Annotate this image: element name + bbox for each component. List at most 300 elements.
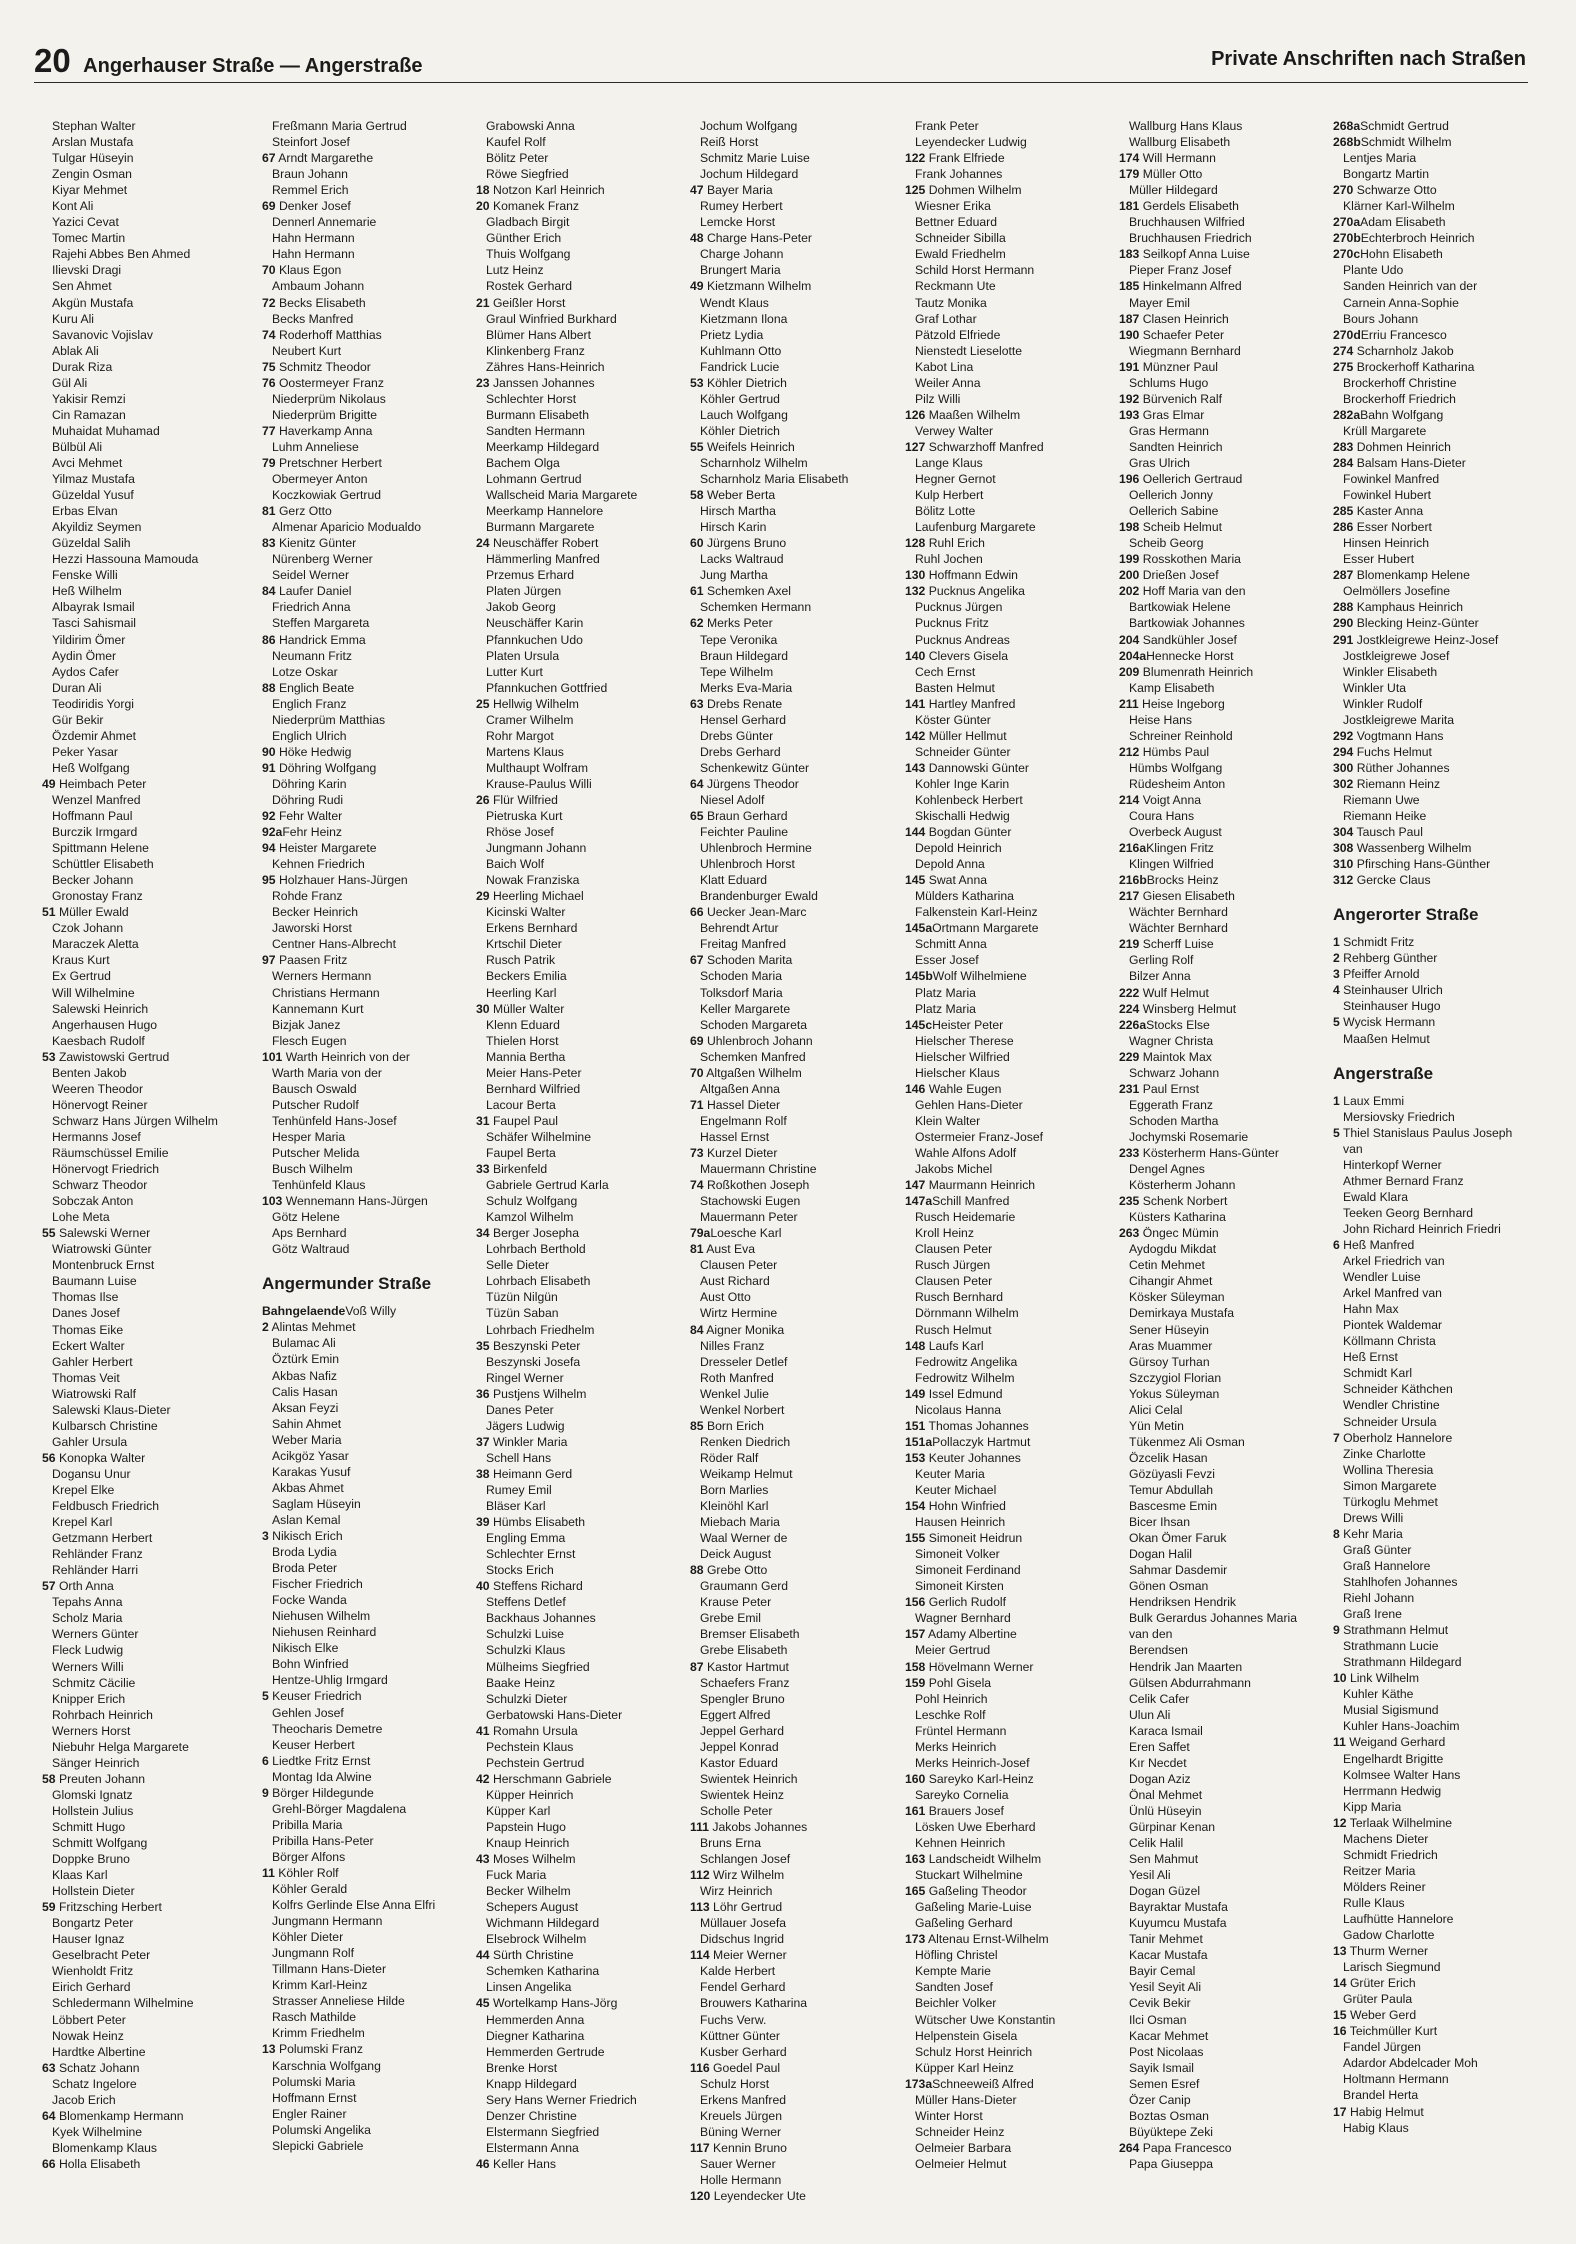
resident-name: Janssen Johannes: [489, 375, 595, 390]
resident-name: Steinhauser Ulrich: [1339, 983, 1443, 998]
resident-entry: Gahler Herbert: [52, 1354, 133, 1369]
resident-entry: Coura Hans: [1129, 809, 1195, 824]
resident-entry: [476, 295, 676, 311]
resident-entry: [690, 952, 890, 968]
resident-entry: Heise Hans: [1129, 712, 1192, 727]
resident-entry: Krepel Karl: [52, 1515, 113, 1530]
resident-entry: Hendrik Jan Maarten: [1129, 1659, 1243, 1674]
resident-entry: Englich Franz: [272, 696, 347, 711]
resident-name: Aigner Monika: [703, 1322, 785, 1337]
resident-entry: [1333, 2104, 1533, 2120]
resident-entry: [262, 680, 462, 696]
resident-name: Oellerich Gertraud: [1139, 472, 1243, 487]
resident-entry: Behrendt Artur: [700, 921, 779, 936]
resident-name: Hoff Maria van den: [1139, 584, 1246, 599]
resident-entry: Esser Hubert: [1343, 552, 1415, 567]
resident-entry: Falkenstein Karl-Heinz: [915, 905, 1038, 920]
resident-name: Englich Beate: [275, 680, 355, 695]
resident-entry: Türkoglu Mehmet: [1343, 1494, 1438, 1509]
resident-name: Börger Hildegunde: [268, 1785, 374, 1800]
resident-entry: Kaufel Rolf: [486, 135, 546, 150]
resident-entry: Habig Klaus: [1343, 2120, 1409, 2135]
resident-entry: Niesel Adolf: [700, 792, 765, 807]
resident-entry: Zengin Osman: [52, 167, 132, 182]
resident-entry: Mayer Emil: [1129, 295, 1190, 310]
house-number: 214: [1119, 792, 1140, 807]
resident-name: Winkler Maria: [489, 1434, 568, 1449]
resident-name: Gras Elmar: [1139, 407, 1205, 422]
resident-name: Erriu Francesco: [1360, 327, 1447, 342]
resident-entry: Doppke Bruno: [52, 1852, 130, 1867]
resident-entry: Pohl Heinrich: [915, 1691, 988, 1706]
resident-entry: Baich Wolf: [486, 857, 545, 872]
resident-entry: Schmidt Karl: [1343, 1366, 1413, 1381]
resident-entry: Cevik Bekir: [1129, 1996, 1191, 2011]
resident-entry: Lohrbach Berthold: [486, 1242, 586, 1257]
resident-name: Becks Elisabeth: [275, 295, 366, 310]
resident-name: Köhler Dietrich: [703, 375, 787, 390]
house-number: 85: [690, 1418, 704, 1433]
resident-entry: Okan Ömer Faruk: [1129, 1531, 1227, 1546]
resident-entry: Deick August: [700, 1547, 772, 1562]
resident-entry: Broda Lydia: [272, 1545, 337, 1560]
resident-entry: [262, 952, 462, 968]
resident-entry: Dresseler Detlef: [700, 1354, 788, 1369]
house-number: 91: [262, 760, 276, 775]
house-number: Bahngelaende: [262, 1304, 346, 1319]
resident-entry: Güzeldal Salih: [52, 536, 131, 551]
resident-entry: Schmitz Marie Luise: [700, 151, 810, 166]
resident-entry: Mannia Bertha: [486, 1049, 566, 1064]
resident-entry: [905, 567, 1105, 583]
resident-entry: Przemus Erhard: [486, 568, 575, 583]
resident-entry: [476, 1225, 676, 1241]
resident-entry: Kusber Gerhard: [700, 2044, 787, 2059]
resident-entry: Brandenburger Ewald: [700, 889, 818, 904]
house-number: 95: [262, 873, 276, 888]
resident-entry: [1333, 966, 1533, 982]
resident-entry: [905, 1803, 1105, 1819]
resident-entry: Holtmann Hermann: [1343, 2072, 1449, 2087]
resident-name: Maaßen Wilhelm: [925, 407, 1021, 422]
resident-entry: Neumann Fritz: [272, 648, 352, 663]
resident-name: Klaus Egon: [275, 263, 342, 278]
house-number: 157: [905, 1627, 926, 1642]
resident-entry: Jeppel Konrad: [700, 1739, 779, 1754]
resident-entry: Wenkel Norbert: [700, 1402, 785, 1417]
resident-entry: [905, 920, 1105, 936]
resident-entry: Gahler Ursula: [52, 1434, 128, 1449]
resident-entry: Bartkowiak Johannes: [1129, 616, 1245, 631]
resident-entry: Klaas Karl: [52, 1868, 108, 1883]
resident-entry: Heerling Karl: [486, 985, 557, 1000]
resident-entry: Riehl Johann: [1343, 1591, 1415, 1606]
resident-entry: Lösken Uwe Eberhard: [915, 1819, 1036, 1834]
resident-entry: Obermeyer Anton: [272, 472, 368, 487]
house-number: 190: [1119, 327, 1140, 342]
house-number: 92a: [262, 825, 283, 840]
resident-entry: Martens Klaus: [486, 744, 564, 759]
resident-name: Wassenberg Wilhelm: [1353, 841, 1472, 856]
resident-entry: Tepe Veronika: [700, 632, 778, 647]
resident-entry: Heß Ernst: [1343, 1350, 1398, 1365]
resident-entry: Dennerl Annemarie: [272, 215, 377, 230]
resident-entry: Polumski Maria: [272, 2074, 356, 2089]
resident-entry: [690, 230, 890, 246]
resident-entry: Wiatrowski Günter: [52, 1242, 152, 1257]
resident-entry: [476, 1161, 676, 1177]
resident-name: Heister Peter: [932, 1017, 1004, 1032]
resident-entry: Schüttler Elisabeth: [52, 857, 154, 872]
house-number: 274: [1333, 343, 1354, 358]
resident-entry: [1333, 519, 1533, 535]
resident-entry: Arkel Friedrich van: [1343, 1254, 1445, 1269]
resident-entry: [1333, 343, 1533, 359]
resident-name: Altgaßen Wilhelm: [703, 1065, 802, 1080]
resident-entry: Köhler Gertrud: [700, 391, 780, 406]
resident-entry: Jochymski Rosemarie: [1129, 1129, 1249, 1144]
resident-entry: Gabriele Gertrud Karla: [486, 1178, 609, 1193]
resident-entry: [905, 1434, 1105, 1450]
resident-entry: Tolksdorf Maria: [700, 985, 783, 1000]
resident-entry: Reitzer Maria: [1343, 1863, 1416, 1878]
resident-name: Hellwig Wilhelm: [489, 696, 579, 711]
resident-entry: Kösker Süleyman: [1129, 1290, 1225, 1305]
resident-entry: Cetin Mehmet: [1129, 1258, 1205, 1273]
resident-name: Herschmann Gabriele: [489, 1771, 612, 1786]
house-number: 74: [690, 1178, 704, 1193]
resident-entry: [690, 1562, 890, 1578]
resident-name: Kurzel Dieter: [703, 1146, 778, 1160]
resident-entry: Werners Horst: [52, 1723, 131, 1738]
resident-entry: [905, 1851, 1105, 1867]
resident-entry: [262, 1049, 462, 1065]
resident-entry: Büning Werner: [700, 2124, 782, 2139]
resident-name: Preuten Johann: [55, 1771, 146, 1786]
house-number: 11: [1333, 1735, 1346, 1750]
resident-entry: Tüzün Saban: [486, 1306, 559, 1321]
resident-entry: Bausch Oswald: [272, 1081, 357, 1096]
resident-name: Keuter Johannes: [925, 1450, 1021, 1465]
resident-entry: [905, 1659, 1105, 1675]
resident-entry: [476, 1947, 676, 1963]
house-number: 187: [1119, 311, 1140, 326]
resident-entry: Wallburg Elisabeth: [1129, 135, 1231, 150]
resident-entry: Krimm Karl-Heinz: [272, 1978, 368, 1993]
house-number: 72: [262, 295, 276, 310]
resident-entry: [42, 1049, 242, 1065]
resident-name: Vogtmann Hans: [1353, 728, 1444, 743]
resident-entry: Krause-Paulus Willi: [486, 776, 592, 791]
resident-entry: Knapp Hildegard: [486, 2076, 577, 2091]
resident-entry: Verwey Walter: [915, 423, 994, 438]
resident-entry: Koczkowiak Gertrud: [272, 488, 382, 503]
resident-name: Oberholz Hannelore: [1339, 1430, 1453, 1445]
resident-entry: [905, 2076, 1105, 2092]
resident-entry: [905, 968, 1105, 984]
house-number: 14: [1333, 1976, 1347, 1991]
resident-entry: [262, 1785, 462, 1801]
house-number: 231: [1119, 1081, 1140, 1096]
house-number: 114: [690, 1948, 710, 1963]
house-number: 149: [905, 1386, 926, 1401]
resident-entry: Clausen Peter: [915, 1274, 993, 1289]
resident-entry: [690, 1659, 890, 1675]
resident-entry: Brandel Herta: [1343, 2088, 1419, 2103]
resident-entry: Teeken Georg Bernhard: [1343, 1205, 1474, 1220]
resident-entry: Ilievski Dragi: [52, 263, 122, 278]
resident-name: Köhler Rolf: [274, 1865, 339, 1880]
resident-entry: Bölitz Peter: [486, 151, 549, 166]
resident-entry: Kuhlmann Otto: [700, 343, 782, 358]
resident-entry: Jung Martha: [700, 568, 768, 583]
resident-entry: Lange Klaus: [915, 455, 983, 470]
house-number: 30: [476, 1001, 490, 1016]
resident-entry: Aydos Cafer: [52, 664, 119, 679]
resident-name: Maintok Max: [1139, 1049, 1212, 1064]
resident-entry: Wollina Theresia: [1343, 1462, 1434, 1477]
resident-entry: Wahle Alfons Adolf: [915, 1146, 1017, 1160]
resident-entry: Jungmann Rolf: [272, 1946, 354, 1961]
resident-entry: Blümer Hans Albert: [486, 327, 591, 342]
resident-name: Schmitz Theodor: [275, 359, 371, 374]
resident-entry: Spengler Bruno: [700, 1691, 785, 1706]
house-number: 270d: [1333, 327, 1361, 342]
resident-name: Öngec Mümin: [1139, 1226, 1219, 1241]
house-number: 37: [476, 1434, 490, 1449]
resident-entry: Thomas Ilse: [52, 1290, 119, 1305]
resident-entry: Meerkamp Hildegard: [486, 439, 600, 454]
resident-entry: Niehusen Wilhelm: [272, 1609, 371, 1624]
resident-entry: Merks Heinrich-Josef: [915, 1755, 1030, 1770]
resident-entry: van den: [1129, 1627, 1173, 1642]
resident-entry: [690, 615, 890, 631]
resident-entry: [905, 1626, 1105, 1642]
resident-entry: Flesch Eugen: [272, 1033, 347, 1048]
resident-entry: Saglam Hüseyin: [272, 1496, 361, 1511]
resident-entry: Uhlenbroch Hermine: [700, 841, 812, 856]
resident-entry: Frank Peter: [915, 119, 979, 133]
resident-entry: [1333, 1125, 1533, 1141]
resident-entry: Kabot Lina: [915, 359, 974, 374]
resident-entry: [1333, 872, 1533, 888]
resident-entry: Putscher Rudolf: [272, 1097, 359, 1112]
resident-entry: Sen Ahmet: [52, 279, 112, 294]
resident-entry: [1119, 327, 1319, 343]
resident-entry: Lohrbach Friedhelm: [486, 1322, 595, 1337]
resident-entry: Müller Hans-Dieter: [915, 2092, 1017, 2107]
resident-entry: Kuru Ali: [52, 311, 95, 326]
house-number: 147: [905, 1178, 926, 1193]
resident-entry: Schulz Horst: [700, 2076, 770, 2091]
resident-entry: Akbas Nafiz: [272, 1368, 338, 1383]
resident-entry: Fandel Jürgen: [1343, 2040, 1421, 2055]
resident-entry: Krüll Margarete: [1343, 423, 1427, 438]
resident-entry: Rehländer Harri: [52, 1563, 139, 1578]
resident-entry: Schemken Manfred: [700, 1049, 806, 1064]
resident-name: Heß Manfred: [1339, 1238, 1415, 1252]
resident-entry: Winkler Uta: [1343, 680, 1406, 695]
resident-name: Sandkühler Josef: [1139, 632, 1237, 647]
resident-entry: Schmitz Cäcilie: [52, 1675, 136, 1690]
resident-name: Hennecke Horst: [1146, 648, 1234, 663]
house-number: 282a: [1333, 407, 1361, 422]
house-number: 146: [905, 1081, 926, 1096]
resident-entry: Dogan Güzel: [1129, 1884, 1201, 1899]
resident-entry: [262, 2041, 462, 2057]
resident-entry: Dengel Agnes: [1129, 1162, 1205, 1177]
resident-name: Aust Eva: [703, 1242, 756, 1257]
resident-entry: Oellerich Sabine: [1129, 504, 1219, 519]
resident-entry: Güzeldal Yusuf: [52, 488, 134, 503]
resident-entry: Steffen Margareta: [272, 616, 370, 631]
resident-entry: Brungert Maria: [700, 263, 781, 278]
resident-entry: [42, 1899, 242, 1915]
resident-entry: [1333, 632, 1533, 648]
resident-entry: [476, 375, 676, 391]
resident-name: Adam Elisabeth: [1360, 215, 1446, 230]
resident-entry: Engling Emma: [486, 1531, 566, 1546]
resident-name: Bayer Maria: [703, 183, 773, 198]
house-number: 70: [262, 263, 276, 278]
resident-entry: Schneider Günter: [915, 744, 1011, 759]
resident-entry: Jakob Georg: [486, 600, 556, 615]
resident-entry: Yesil Ali: [1129, 1868, 1171, 1883]
resident-name: Oostermeyer Franz: [275, 375, 384, 390]
resident-entry: Hahn Hermann: [272, 247, 355, 262]
resident-entry: Miebach Maria: [700, 1515, 780, 1530]
resident-entry: [1333, 1975, 1533, 1991]
resident-entry: Alici Celal: [1129, 1402, 1183, 1417]
resident-entry: Focke Wanda: [272, 1593, 347, 1608]
resident-name: Klingen Fritz: [1146, 841, 1214, 856]
resident-entry: [262, 760, 462, 776]
resident-entry: Lentjes Maria: [1343, 151, 1417, 166]
resident-entry: [690, 1225, 890, 1241]
resident-entry: Basten Helmut: [915, 680, 995, 695]
resident-entry: Mülders Katharina: [915, 889, 1014, 904]
resident-entry: Merks Heinrich: [915, 1739, 997, 1754]
resident-entry: [476, 1466, 676, 1482]
house-number: 5: [1333, 1125, 1340, 1140]
resident-name: Voigt Anna: [1139, 792, 1202, 807]
resident-entry: [1333, 615, 1533, 631]
resident-entry: [1333, 1430, 1533, 1446]
resident-entry: Scholz Maria: [52, 1611, 123, 1626]
resident-entry: [1119, 1225, 1319, 1241]
house-number: 53: [42, 1049, 56, 1064]
resident-name: Weigand Gerhard: [1345, 1735, 1446, 1750]
resident-entry: Leschke Rolf: [915, 1707, 986, 1722]
resident-entry: Karschnia Wolfgang: [272, 2058, 381, 2073]
house-number: 31: [476, 1113, 490, 1128]
resident-entry: Fuck Maria: [486, 1868, 547, 1883]
resident-entry: Gehlen Josef: [272, 1705, 344, 1720]
resident-entry: Eckert Walter: [52, 1338, 125, 1353]
resident-name: Thiel Stanislaus Paulus Joseph: [1339, 1125, 1513, 1140]
resident-name: Paasen Fritz: [275, 953, 348, 968]
resident-entry: Uhlenbroch Horst: [700, 857, 795, 872]
resident-entry: Jacob Erich: [52, 2092, 116, 2107]
resident-entry: Kamzol Wilhelm: [486, 1210, 574, 1225]
house-number: 65: [690, 809, 704, 824]
resident-name: Wolf Wilhelmiene: [932, 969, 1027, 984]
house-number: 40: [476, 1579, 490, 1594]
resident-entry: Rasch Mathilde: [272, 2010, 356, 2025]
resident-entry: [476, 696, 676, 712]
resident-entry: Keuter Michael: [915, 1482, 997, 1497]
resident-name: Heerling Michael: [489, 889, 584, 904]
resident-name: Goedel Paul: [709, 2060, 781, 2075]
resident-entry: Tüzün Nilgün: [486, 1290, 558, 1305]
house-number: 141: [905, 696, 926, 711]
house-number: 308: [1333, 841, 1354, 856]
resident-entry: [262, 1688, 462, 1704]
resident-name: Berger Josepha: [489, 1226, 579, 1241]
resident-entry: [905, 728, 1105, 744]
resident-entry: Tenhünfeld Klaus: [272, 1178, 366, 1193]
resident-entry: [690, 182, 890, 198]
resident-entry: Jeppel Gerhard: [700, 1723, 785, 1738]
resident-entry: Bettner Eduard: [915, 215, 997, 230]
resident-entry: Mauermann Peter: [700, 1210, 798, 1225]
resident-entry: Schwarz Johann: [1129, 1065, 1220, 1080]
house-number: 163: [905, 1852, 926, 1867]
resident-name: Birkenfeld: [489, 1162, 548, 1177]
resident-entry: Herrmann Hedwig: [1343, 1783, 1442, 1798]
resident-entry: Schledermann Wilhelmine: [52, 1996, 194, 2011]
resident-entry: Englich Ulrich: [272, 728, 347, 743]
resident-entry: Becks Manfred: [272, 311, 354, 326]
house-number: 101: [262, 1049, 283, 1064]
house-number: 41: [476, 1723, 490, 1738]
resident-entry: Götz Helene: [272, 1210, 340, 1225]
house-number: 79: [262, 455, 276, 470]
resident-entry: Elstermann Siegfried: [486, 2124, 600, 2139]
resident-entry: Angerhausen Hugo: [52, 1017, 158, 1032]
house-number: 270c: [1333, 247, 1361, 262]
resident-name: Riemann Heinz: [1353, 776, 1441, 791]
resident-entry: Semen Esref: [1129, 2076, 1200, 2091]
page-title: Angerhauser Straße — Angerstraße: [83, 55, 423, 77]
house-number: 155: [905, 1531, 926, 1546]
house-number: 15: [1333, 2008, 1347, 2023]
house-number: 125: [905, 183, 926, 198]
resident-entry: Grebe Emil: [700, 1611, 761, 1626]
resident-entry: Özcelik Hasan: [1129, 1450, 1208, 1465]
resident-entry: Carnein Anna-Sophie: [1343, 295, 1459, 310]
house-number: 58: [42, 1771, 56, 1786]
resident-entry: Kyek Wilhelmine: [52, 2124, 143, 2139]
resident-entry: Elsebrock Wilhelm: [486, 1932, 587, 1947]
resident-entry: Papa Giuseppa: [1129, 2156, 1214, 2171]
resident-entry: Wiegmann Bernhard: [1129, 343, 1241, 358]
resident-entry: Danes Peter: [486, 1402, 554, 1417]
resident-entry: [262, 1865, 462, 1881]
resident-entry: Wächter Bernhard: [1129, 905, 1228, 920]
resident-name: Heister Margarete: [275, 841, 377, 856]
resident-entry: Dörnmann Wilhelm: [915, 1306, 1019, 1321]
house-number: 87: [690, 1659, 704, 1674]
resident-entry: [690, 808, 890, 824]
resident-entry: Schemken Katharina: [486, 1964, 600, 1979]
resident-entry: [262, 1319, 462, 1335]
resident-entry: [1119, 1193, 1319, 1209]
resident-entry: Bayraktar Mustafa: [1129, 1900, 1228, 1915]
resident-name: Balsam Hans-Dieter: [1353, 455, 1466, 470]
resident-entry: Sareyko Cornelia: [915, 1787, 1009, 1802]
resident-entry: [1119, 840, 1319, 856]
